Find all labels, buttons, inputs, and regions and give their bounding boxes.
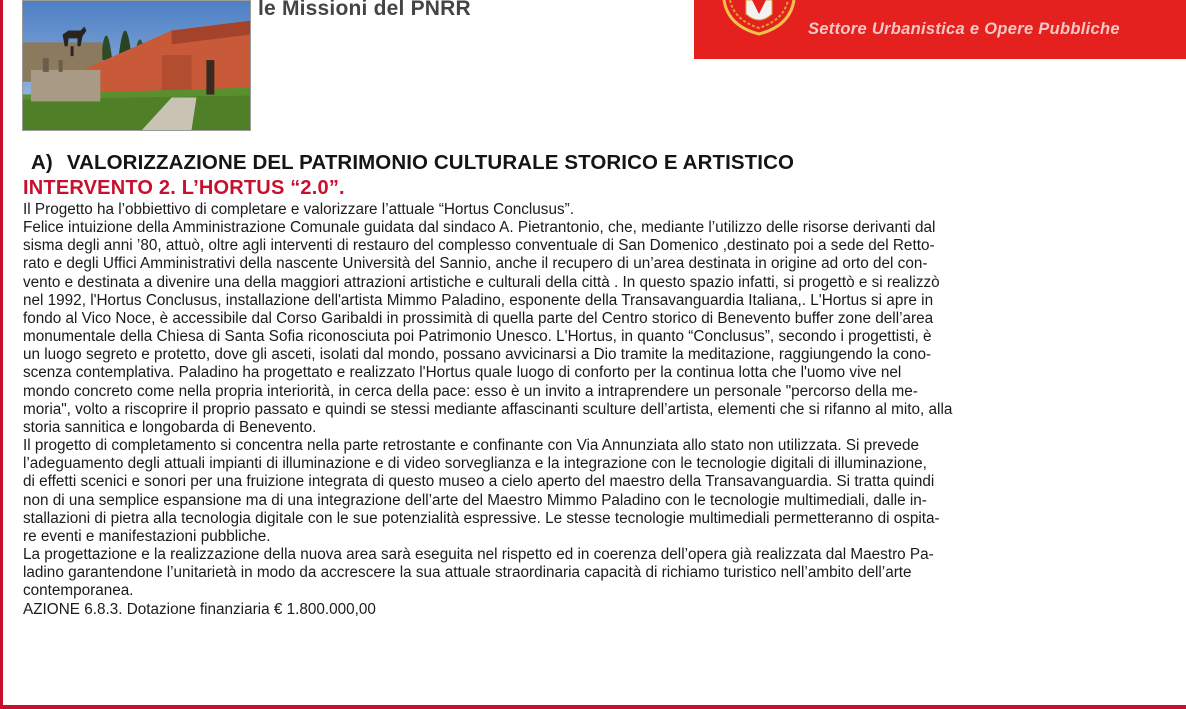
- body-line: moria", volto a riscoprire il proprio passato e quindi se stessi mediante affascinanti sculture dell’artista, elementi che si rifanno al mito, alla: [23, 400, 953, 418]
- section-letter: A): [31, 151, 53, 174]
- body-line: scenza contemplativa. Paladino ha progettato e realizzato l'Hortus quale luogo di conforto per la continua lotta che l'uomo vive nel: [23, 364, 902, 382]
- body-line: storia sannitica e longobarda di Benevento.: [23, 418, 317, 436]
- body-line: contemporanea.: [23, 582, 134, 600]
- body-line: Il Progetto ha l’obbiettivo di completare e valorizzare l’attuale “Hortus Conclusus”.: [23, 201, 574, 218]
- body-line: mondo concreto come nella propria interiorità, in cerca della pace: esso è un invito a intraprendere un personale "percorso della me-: [23, 382, 918, 400]
- body-line: rato e degli Uffici Amministrativi della nascente Università del Sannio, anche il recupero di un’area destinata in origine ad orto del con-: [23, 255, 928, 273]
- section-heading: [31, 150, 1173, 176]
- header-band: [694, 0, 1186, 59]
- body-line: sisma degli anni ’80, attuò, oltre agli interventi di restauro del complesso conventuale di San Domenico ,destinato poi a sede del Retto-: [23, 237, 935, 255]
- body-line: ladino garantendone l’unitarietà in modo da accrescere la sua attuale straordinaria capacità di richiamo turistico nell’ambito dell’arte: [23, 564, 912, 582]
- intervention-title: INTERVENTO 2. L’HORTUS “2.0”.: [23, 177, 345, 199]
- body-line: monumentale della Chiesa di Santa Sofia riconosciuta poi Patrimonio Unesco. L'Hortus, in quanto “Conclusus”, secondo i progettisti, è: [23, 328, 932, 346]
- body-line: vento e destinata a divenire una della maggiori attrazioni artistiche e culturali della città . In questo spazio infatti, si progettò e si realizzò: [23, 273, 940, 291]
- body-line: Felice intuizione della Amministrazione Comunale guidata dal sindaco A. Pietrantonio, che, mediante l’utilizzo delle risorse derivanti dal: [23, 219, 936, 237]
- body-line: re eventi e manifestazioni pubbliche.: [23, 527, 271, 545]
- header-title: le Missioni del PNRR: [258, 0, 471, 20]
- body-line: di effetti scenici e sonori per una fruizione integrata di questo museo a cielo aperto del maestro della Transavanguardia. Si tratta quindi: [23, 473, 935, 491]
- main-content: [23, 150, 1173, 620]
- body-line: nel 1992, l'Hortus Conclusus, installazione dell'artista Mimmo Paladino, esponente della Transavanguardia Italiana,. L'Hortus si apre in: [23, 291, 934, 309]
- body-line: La progettazione e la realizzazione della nuova area sarà eseguita nel rispetto ed in coerenza dell’opera già realizzata dal Maestro Pa-: [23, 545, 934, 563]
- section-heading-text: VALORIZZAZIONE DEL PATRIMONIO CULTURALE STORICO E ARTISTICO: [66, 151, 795, 174]
- sector-label: Settore Urbanistica e Opere Pubbliche: [808, 20, 1120, 38]
- hortus-conclusus-photo-icon: [23, 1, 250, 130]
- body-line: non di una semplice espansione ma di una integrazione dell’arte del Maestro Mimmo Paladino con le tecnologie multimediali, dalle in-: [23, 491, 927, 509]
- hortus-photo: [22, 0, 251, 131]
- body-line: fondo al Vico Noce, è accessibile dal Corso Garibaldi in prossimità di quella parte del Centro storico di Benevento buffer zone dell’area: [23, 309, 934, 327]
- azione-line: AZIONE 6.8.3. Dotazione finanziaria € 1.800.000,00: [23, 601, 376, 619]
- body-text: [23, 201, 1173, 620]
- body-line: l’adeguamento degli attuali impianti di illuminazione e di video sorveglianza e la integrazione con le tecnologie digitali di illuminazione,: [23, 455, 927, 473]
- municipal-emblem-icon: [716, 0, 802, 36]
- body-line: un luogo segreto e protetto, dove gli asceti, isolati dal mondo, possano avvicinarsi a Dio tramite la meditazione, raggiungendo la cono-: [23, 346, 932, 364]
- body-line: stallazioni di pietra alla tecnologia digitale con le sue potenzialità espressive. Le stesse tecnologie multimediali permetteranno di ospita-: [23, 509, 940, 527]
- body-line: Il progetto di completamento si concentra nella parte retrostante e confinante con Via Annunziata allo stato non utilizzata. Si prevede: [23, 437, 919, 455]
